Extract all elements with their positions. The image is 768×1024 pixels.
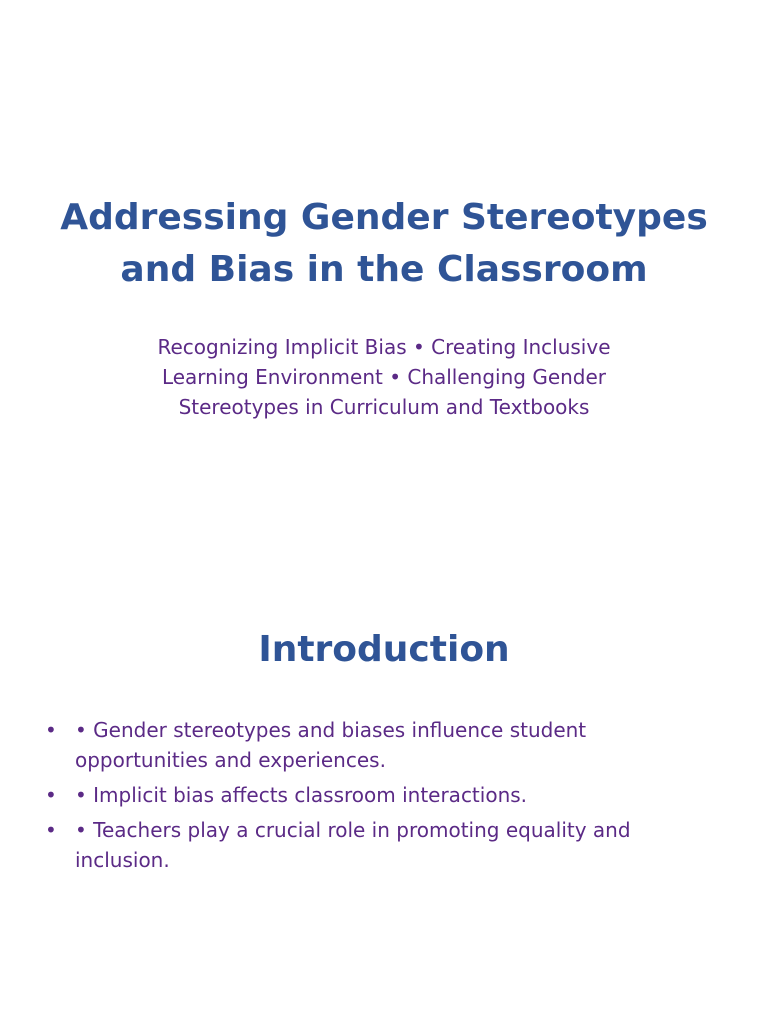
bullet-dot-icon: • bbox=[45, 783, 57, 807]
bullet-item bbox=[40, 780, 680, 810]
slide-subtitle: Recognizing Implicit Bias • Creating Inclusive Learning Environment • Challenging Gender Stereotypes in Curriculum and Textbooks bbox=[157, 335, 611, 419]
bullet-dot-icon: • bbox=[45, 818, 57, 842]
bullet-text: • Teachers play a crucial role in promoting equality and inclusion. bbox=[75, 818, 631, 872]
bullet-text: • Implicit bias affects classroom interactions. bbox=[75, 783, 528, 807]
bullet-dot-icon: • bbox=[45, 718, 57, 742]
bullet-list bbox=[40, 715, 680, 880]
bullet-item bbox=[40, 715, 680, 775]
introduction-slide bbox=[0, 512, 768, 1024]
bullet-item bbox=[40, 815, 680, 875]
bullet-text: • Gender stereotypes and biases influence student opportunities and experiences. bbox=[75, 718, 587, 772]
slide-title: Addressing Gender Stereotypes and Bias in the Classroom bbox=[60, 197, 708, 290]
introduction-title: Introduction bbox=[258, 629, 510, 670]
